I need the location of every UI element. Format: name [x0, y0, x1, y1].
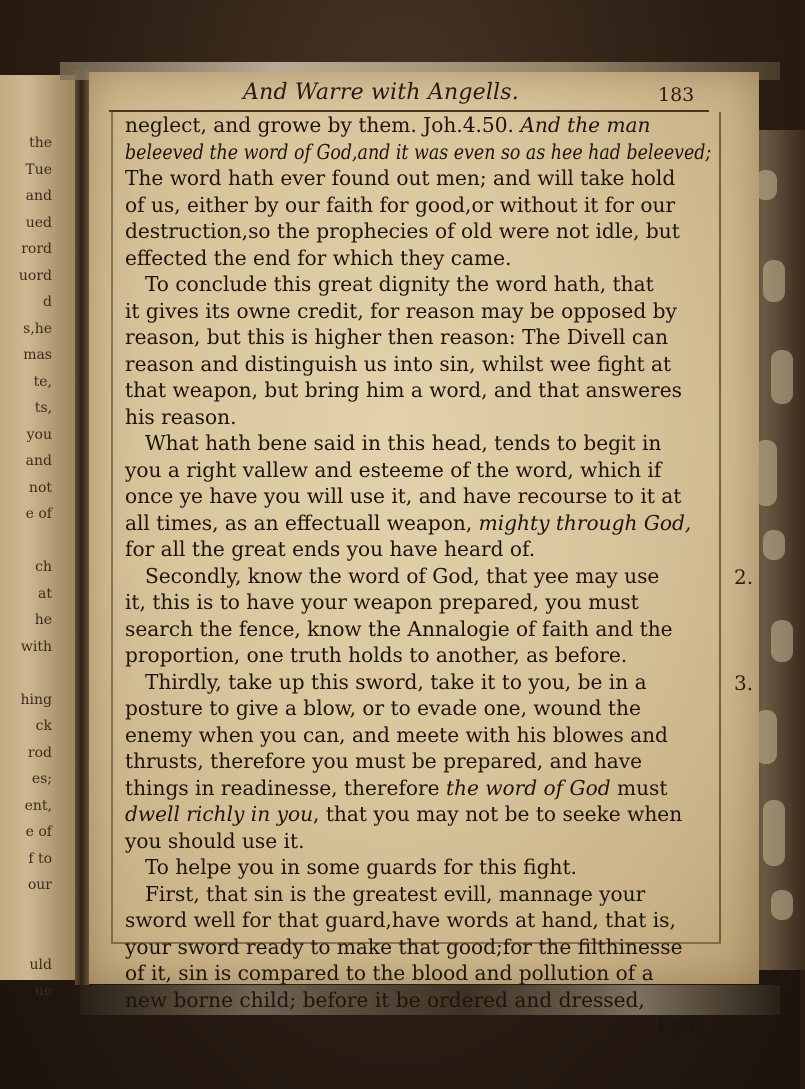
facing-page-fragment: d	[43, 294, 52, 310]
facing-page-fragment: you	[26, 426, 52, 443]
text-line	[125, 430, 711, 457]
text-segment: it gives its owne credit, for reason may be opposed by	[125, 298, 677, 323]
text-line	[125, 218, 711, 245]
facing-page-fragment: not	[28, 479, 52, 496]
facing-page-fragment: he	[34, 612, 52, 628]
text-line	[125, 245, 711, 272]
text-line	[125, 695, 711, 722]
text-line	[125, 351, 711, 378]
facing-page-fragment: e of	[25, 506, 52, 522]
page-stack-fleck	[763, 260, 785, 302]
text-line	[125, 934, 711, 961]
text-line	[125, 536, 711, 563]
page-number: 183	[658, 84, 695, 106]
text-segment: you should use it.	[125, 828, 305, 853]
facing-page-fragment: mas	[23, 347, 52, 363]
margin-number: 3.	[734, 670, 754, 695]
text-line	[125, 510, 711, 537]
text-line	[125, 298, 711, 325]
text-line	[125, 775, 711, 802]
facing-page-fragment: s,he	[23, 320, 52, 337]
text-segment: your sword ready to make that good;for the filthinesse	[125, 934, 683, 959]
italic-text: the word of God	[445, 775, 611, 800]
text-segment: you a right vallew and esteeme of the word, which if	[125, 457, 662, 482]
text-line	[125, 801, 711, 828]
italic-text: beleeved the word of God,and it was even so as hee had beleeved;	[125, 139, 712, 164]
text-line	[125, 881, 711, 908]
facing-page-fragment: rord	[21, 241, 52, 257]
body-text	[125, 112, 713, 1040]
text-line	[125, 563, 711, 590]
text-segment: What hath bene said in this head, tends to begit in	[144, 431, 662, 455]
facing-page-fragment: with	[20, 638, 52, 655]
text-segment: Ezek.	[657, 1014, 713, 1038]
text-segment: search the fence, know the Annalogie of faith and the	[125, 616, 673, 641]
text-line	[125, 483, 711, 510]
italic-text: dwell richly in you	[125, 802, 314, 826]
text-line	[125, 139, 712, 166]
text-line	[125, 271, 711, 298]
text-segment: reason, but this is higher then reason: The Divell can	[125, 325, 669, 349]
text-segment: all times, as an effectuall weapon,	[125, 510, 479, 535]
text-line	[125, 960, 711, 987]
text-line	[125, 457, 711, 484]
text-frame-left	[111, 112, 113, 942]
text-segment: that weapon, but bring him a word, and that answeres	[125, 378, 682, 402]
text-line	[125, 1013, 713, 1040]
page-stack-fleck	[763, 800, 785, 866]
facing-page-fragment: hing	[20, 691, 52, 708]
facing-page-edge	[0, 75, 75, 999]
text-line	[125, 987, 711, 1014]
facing-page-fragment: ts,	[34, 400, 52, 416]
page-header	[113, 80, 713, 110]
italic-text: mighty through God,	[478, 510, 692, 535]
text-segment: proportion, one truth holds to another, as before.	[125, 643, 628, 667]
text-segment: Thirdly, take up this sword, take it to you, be in a	[144, 669, 647, 694]
text-segment: effected the end for which they came.	[125, 245, 512, 270]
facing-page-fragment: our	[27, 877, 52, 893]
text-segment: The word hath ever found out men; and will take hold	[125, 166, 676, 190]
facing-page-fragment: e of	[25, 824, 52, 840]
facing-page-fragment: the	[29, 135, 52, 151]
facing-page-fragment: es;	[31, 771, 52, 787]
italic-text: And the man	[520, 113, 651, 137]
text-line	[125, 616, 711, 643]
text-segment: things in readinesse, therefore	[125, 775, 446, 800]
facing-page-fragment: Tue	[25, 161, 52, 178]
facing-page-fragment: ck	[35, 718, 52, 734]
text-line	[125, 192, 711, 219]
text-segment: of it, sin is compared to the blood and pollution of a	[125, 961, 654, 985]
text-segment: it, this is to have your weapon prepared, you must	[125, 590, 639, 614]
text-line	[125, 748, 711, 775]
page-stack-fleck	[771, 890, 793, 920]
running-title: And Warre with Angells.	[243, 80, 519, 105]
facing-page-fragment: ue	[34, 983, 52, 999]
text-line	[125, 377, 711, 404]
facing-page-fragment: at	[38, 585, 52, 602]
text-segment: once ye have you will use it, and have recourse to it at	[125, 484, 682, 508]
text-segment: To conclude this great dignity the word hath, that	[144, 272, 654, 296]
facing-page-fragment: rod	[27, 744, 52, 761]
text-segment: must	[610, 775, 668, 800]
text-line	[125, 722, 711, 749]
margin-number: 2.	[734, 564, 754, 589]
text-line	[125, 112, 711, 139]
text-segment: thrusts, therefore you must be prepared, and have	[125, 749, 643, 773]
text-segment: To helpe you in some guards for this fight.	[144, 855, 577, 879]
facing-page-fragment: ch	[35, 559, 52, 575]
facing-page-fragment: ued	[25, 214, 52, 231]
facing-page-fragment: ent,	[24, 797, 52, 814]
text-segment: reason and distinguish us into sin, whilst wee fight at	[125, 351, 672, 376]
text-line	[125, 404, 711, 431]
text-segment: sword well for that guard,have words at hand, that is,	[125, 908, 676, 932]
text-line	[125, 165, 711, 192]
page-stack-fleck	[771, 350, 793, 404]
text-line	[125, 324, 711, 351]
page-stack-fleck	[771, 620, 793, 662]
text-segment: new borne child; before it be ordered and dressed,	[125, 987, 645, 1012]
text-segment: enemy when you can, and meete with his blowes and	[125, 722, 668, 747]
text-line	[125, 642, 711, 669]
text-segment: his reason.	[125, 404, 237, 429]
book-page	[89, 72, 759, 1038]
facing-page-fragment: uld	[29, 956, 52, 973]
text-segment: neglect, and growe by them. Joh.4.50.	[125, 113, 521, 137]
text-line	[125, 854, 711, 881]
text-segment: posture to give a blow, or to evade one, wound the	[125, 696, 641, 720]
text-segment: of us, either by our faith for good,or without it for our	[125, 192, 676, 217]
text-line	[125, 907, 711, 934]
text-segment: Secondly, know the word of God, that yee may use	[144, 563, 660, 588]
text-segment: First, that sin is the greatest evill, mannage your	[144, 881, 646, 906]
facing-page-fragment: te,	[33, 373, 52, 390]
book-gutter	[75, 70, 89, 985]
facing-page-fragment: and	[25, 453, 52, 469]
text-segment: , that you may not be to seeke when	[313, 802, 683, 826]
text-line	[125, 589, 711, 616]
text-frame-right	[719, 112, 721, 942]
page-stack-fleck	[763, 530, 785, 560]
facing-page-fragment: f to	[28, 850, 52, 867]
text-segment: destruction,so the prophecies of old were not idle, but	[125, 219, 680, 243]
text-line	[125, 669, 711, 696]
facing-page-fragment: uord	[18, 267, 52, 284]
facing-page-fragment: and	[25, 188, 52, 204]
text-line	[125, 828, 711, 855]
text-segment: for all the great ends you have heard of.	[125, 537, 536, 561]
